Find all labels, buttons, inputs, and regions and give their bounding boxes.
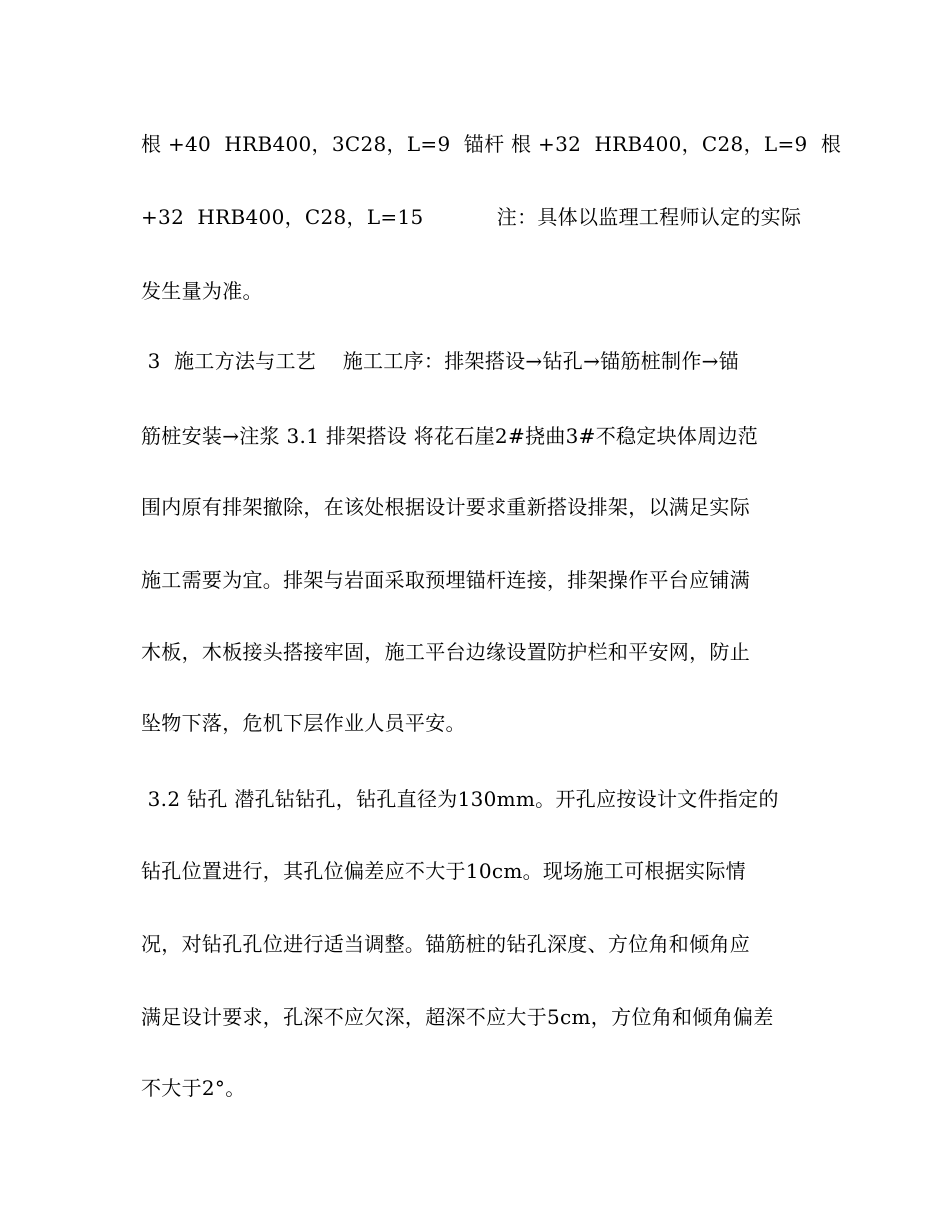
text-line-3: 发生量为准。 bbox=[141, 279, 263, 303]
text-line-9: 坠物下落，危机下层作业人员平安。 bbox=[141, 711, 466, 735]
text-line-4: 3 施工方法与工艺 施工工序：排架搭设→钻孔→锚筋桩制作→锚 bbox=[141, 349, 739, 373]
text-line-12: 况，对钻孔孔位进行适当调整。锚筋桩的钻孔深度、方位角和倾角应 bbox=[141, 932, 750, 956]
text-line-13: 满足设计要求，孔深不应欠深，超深不应大于5cm，方位角和倾角偏差 bbox=[141, 1005, 774, 1029]
text-line-11: 钻孔位置进行，其孔位偏差应不大于10cm。现场施工可根据实际情 bbox=[141, 859, 746, 883]
text-line-14: 不大于2°。 bbox=[141, 1076, 246, 1100]
text-line-5: 筋桩安装→注浆 3.1 排架搭设 将花石崖2#挠曲3#不稳定块体周边范 bbox=[141, 424, 759, 448]
text-line-1: 根 +40 HRB400，3C28，L=9 锚杆 根 +32 HRB400，C28，L=9 根 bbox=[141, 132, 842, 156]
text-line-10: 3.2 钻孔 潜孔钻钻孔，钻孔直径为130mm。开孔应按设计文件指定的 bbox=[141, 787, 779, 811]
text-line-2: +32 HRB400，C28，L=15 注：具体以监理工程师认定的实际 bbox=[141, 205, 802, 229]
text-line-6: 围内原有排架撤除，在该处根据设计要求重新搭设排架，以满足实际 bbox=[141, 495, 750, 519]
text-line-7: 施工需要为宜。排架与岩面采取预埋锚杆连接，排架操作平台应铺满 bbox=[141, 568, 750, 592]
text-line-8: 木板，木板接头搭接牢固，施工平台边缘设置防护栏和平安网，防止 bbox=[141, 640, 750, 664]
